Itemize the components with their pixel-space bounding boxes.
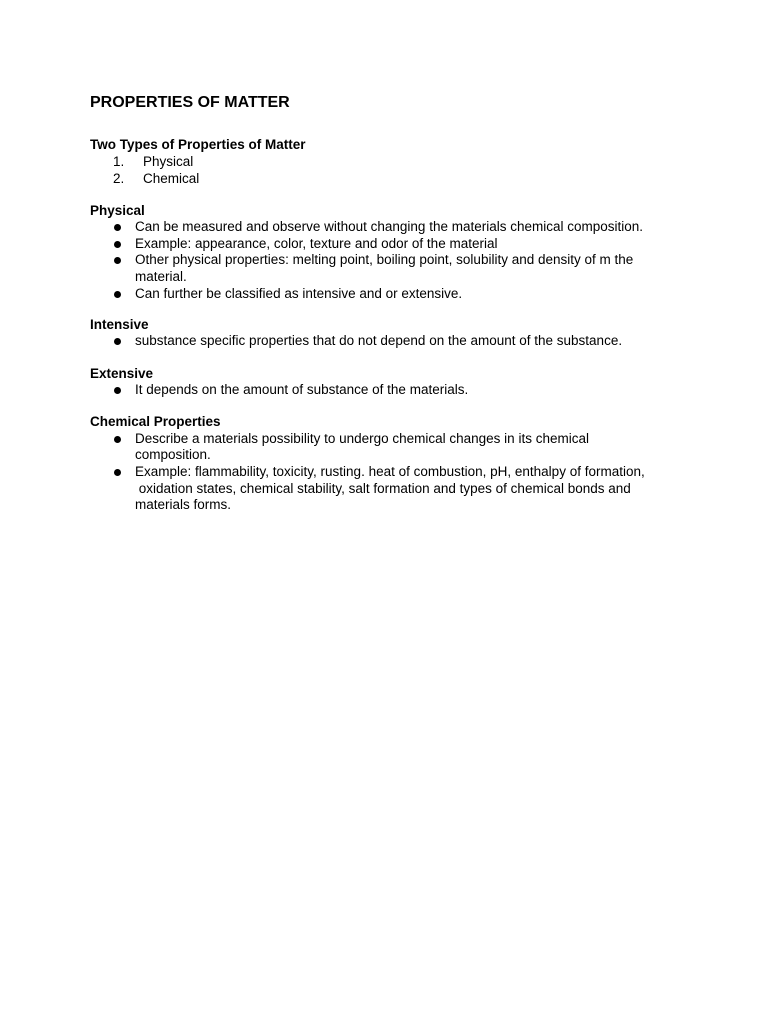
bullet-text: Can further be classified as intensive and or extensive. — [135, 286, 463, 301]
bullet-icon — [114, 257, 121, 264]
bullet-text: materials forms. — [135, 497, 232, 512]
bullet-text: Describe a materials possibility to undergo chemical changes in its chemical — [135, 431, 589, 446]
bullet-icon — [114, 291, 121, 298]
list-item-chemical: Chemical — [143, 171, 200, 186]
section-heading-intensive: Intensive — [90, 317, 149, 332]
section-heading-chemical-properties: Chemical Properties — [90, 414, 221, 429]
bullet-text: Example: appearance, color, texture and odor of the material — [135, 236, 498, 251]
section-heading-extensive: Extensive — [90, 366, 154, 381]
list-item-physical: Physical — [143, 154, 194, 169]
list-number: 1. — [113, 154, 125, 169]
bullet-icon — [114, 436, 121, 443]
bullet-text: Example: flammability, toxicity, rusting. heat of combustion, pH, enthalpy of formation, — [135, 464, 645, 479]
bullet-text: It depends on the amount of substance of the materials. — [135, 382, 469, 397]
bullet-icon — [114, 469, 121, 476]
list-number: 2. — [113, 171, 125, 186]
bullet-icon — [114, 224, 121, 231]
bullet-text: Other physical properties: melting point, boiling point, solubility and density of m the — [135, 252, 634, 267]
bullet-icon — [114, 241, 121, 248]
bullet-text: Can be measured and observe without changing the materials chemical composition. — [135, 219, 644, 234]
bullet-text: composition. — [135, 447, 211, 462]
bullet-icon — [114, 387, 121, 394]
document-title: PROPERTIES OF MATTER — [90, 94, 290, 111]
bullet-text: substance specific properties that do not depend on the amount of the substance. — [135, 333, 623, 348]
bullet-icon — [114, 338, 121, 345]
section-heading-physical: Physical — [90, 203, 145, 218]
section-heading-two-types: Two Types of Properties of Matter — [90, 137, 306, 152]
bullet-text: oxidation states, chemical stability, salt formation and types of chemical bonds and — [135, 481, 631, 496]
bullet-text: material. — [135, 269, 187, 284]
